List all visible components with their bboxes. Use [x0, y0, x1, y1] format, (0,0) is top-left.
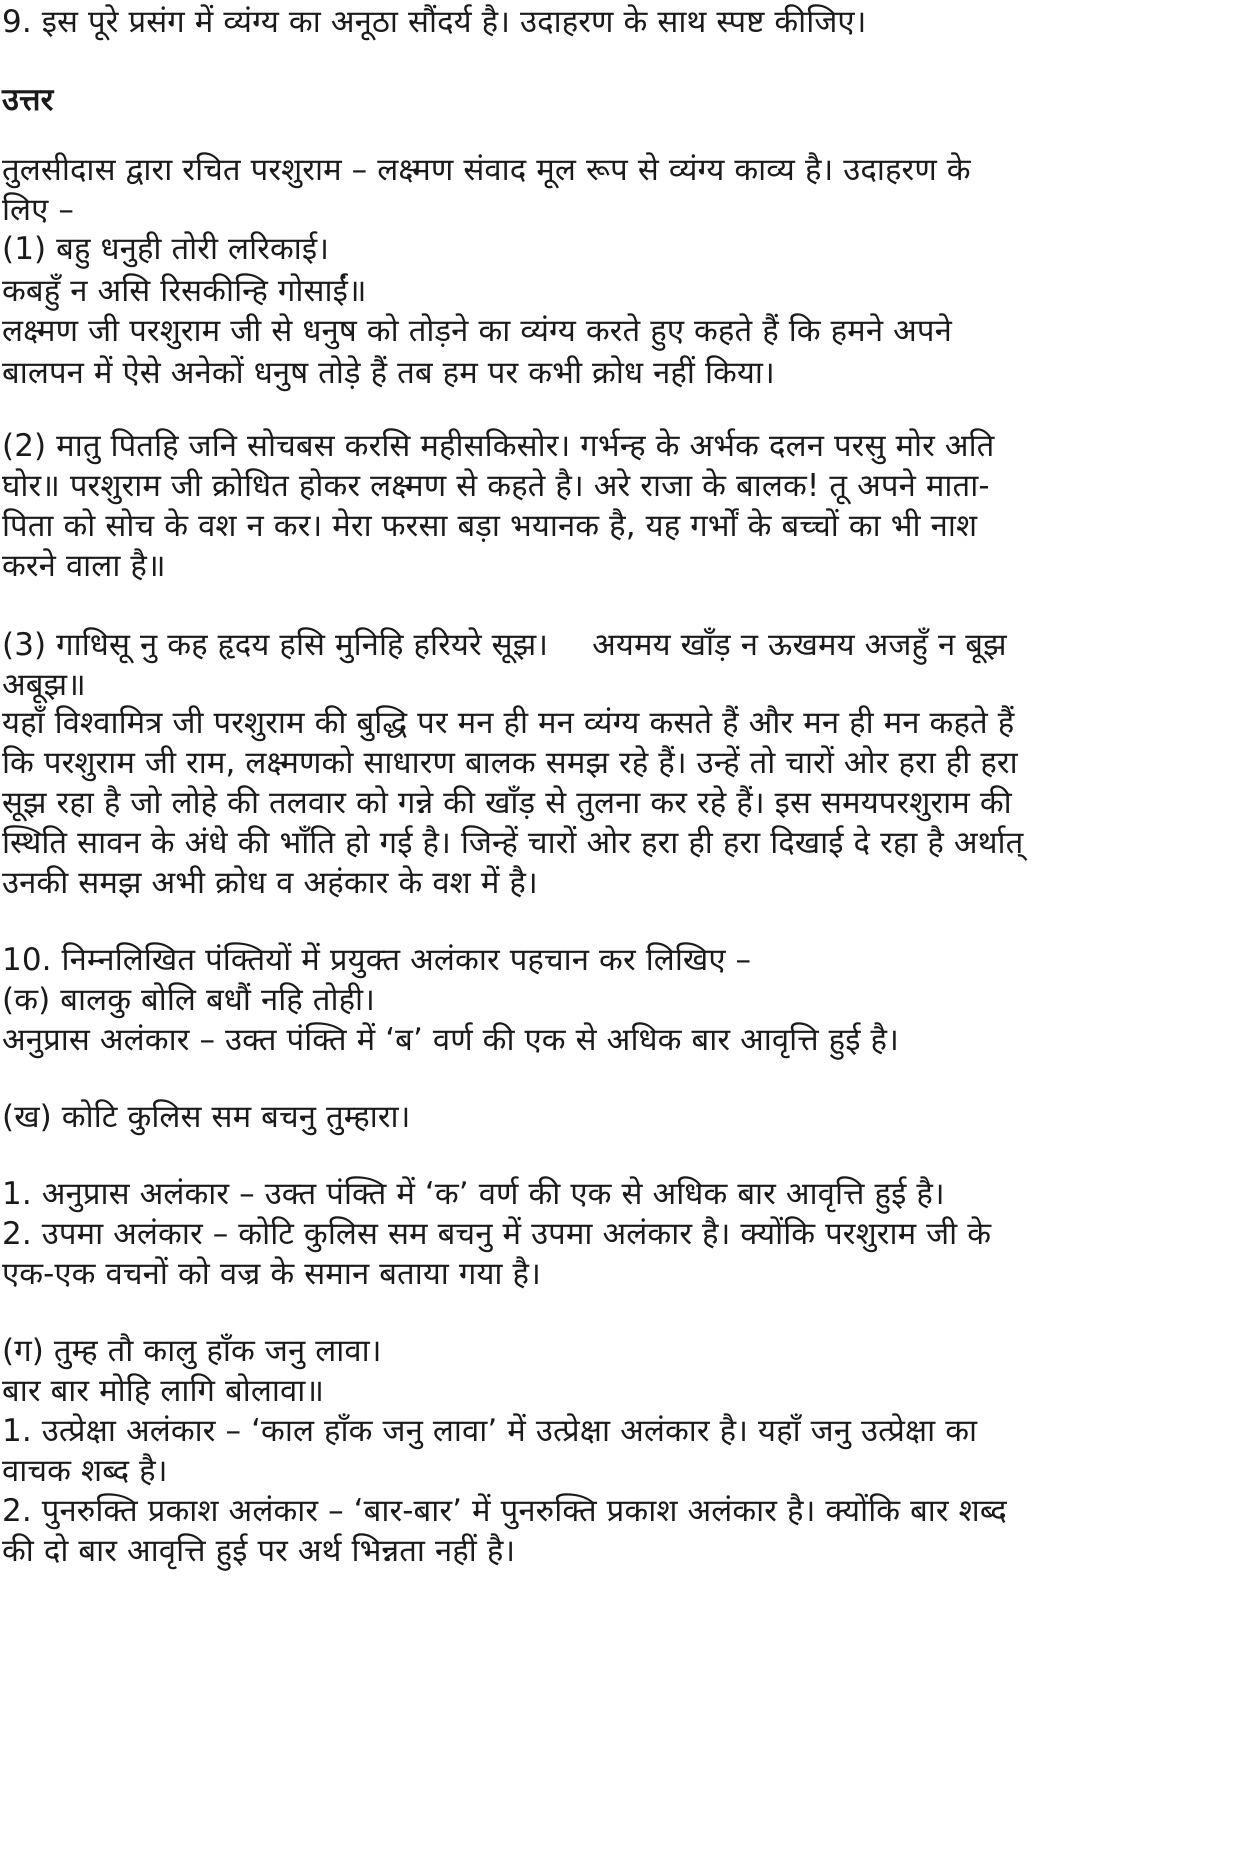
- example-3-explanation-4: स्थिति सावन के अंधे की भाँति हो गई है। जिन्हें चारों ओर हरा ही हरा दिखाई दे रहा है अर्थात्: [2, 825, 1024, 861]
- example-2-line-1: (2) मातु पितहि जनि सोचबस करसि महीसकिसोर। गर्भन्ह के अर्भक दलन परसु मोर अति: [2, 428, 995, 464]
- example-3-verse: [2, 625, 1007, 665]
- example-1-verse-2: कबहुँ न असि रिसकीन्हि गोसाईं॥: [2, 273, 367, 309]
- example-3-explanation-1: यहाँ विश्वामित्र जी परशुराम की बुद्धि पर मन ही मन व्यंग्य कसते हैं और मन ही मन कहते हैं: [2, 705, 1015, 741]
- intro-line-1: तुलसीदास द्वारा रचित परशुराम – लक्ष्मण संवाद मूल रूप से व्यंग्य काव्य है। उदाहरण के: [2, 152, 971, 188]
- part-kha-answer-2-line-1: 2. उपमा अलंकार – कोटि कुलिस सम बचनु में उपमा अलंकार है। क्योंकि परशुराम जी के: [2, 1216, 992, 1252]
- part-kha-answer-1: 1. अनुप्रास अलंकार – उक्त पंक्ति में ‘क’ वर्ण की एक से अधिक बार आवृत्ति हुई है।: [2, 1176, 945, 1212]
- example-3-explanation-5: उनकी समझ अभी क्रोध व अहंकार के वश में है।: [2, 865, 538, 901]
- example-3-explanation-3: सूझ रहा है जो लोहे की तलवार को गन्ने की खाँड़ से तुलना कर रहे हैं। इस समयपरशुराम की: [2, 785, 1012, 821]
- part-ga-answer-1-line-2: वाचक शब्द है।: [2, 1453, 168, 1489]
- part-kha-line: (ख) कोटि कुलिस सम बचनु तुम्हारा।: [2, 1099, 411, 1135]
- part-ga-line-2: बार बार मोहि लागि बोलावा॥: [2, 1373, 325, 1409]
- part-ka-answer: अनुप्रास अलंकार – उक्त पंक्ति में ‘ब’ वर्ण की एक से अधिक बार आवृत्ति हुई है।: [2, 1022, 899, 1058]
- example-2-line-2: घोर॥ परशुराम जी क्रोधित होकर लक्ष्मण से कहते है। अरे राजा के बालक! तू अपने माता-: [2, 468, 990, 504]
- example-3-verse-part-b: अयमय खाँड़ न ऊखमय अजहुँ न बूझ: [592, 627, 1007, 663]
- example-1-explanation-2: बालपन में ऐसे अनेकों धनुष तोड़े हैं तब हम पर कभी क्रोध नहीं किया।: [2, 355, 775, 391]
- answer-heading: उत्तर: [2, 82, 54, 118]
- example-3-verse-part-a: (3) गाधिसू नु कह हृदय हसि मुनिहि हरियरे सूझ।: [2, 627, 549, 663]
- question-9: 9. इस पूरे प्रसंग में व्यंग्य का अनूठा सौंदर्य है। उदाहरण के साथ स्पष्ट कीजिए।: [2, 4, 867, 40]
- example-1-verse-1: (1) बहु धनुही तोरी लरिकाई।: [2, 231, 330, 267]
- example-3-explanation-2: कि परशुराम जी राम, लक्ष्मणको साधारण बालक समझ रहे हैं। उन्हें तो चारों ओर हरा ही हरा: [2, 745, 1018, 781]
- part-ga-answer-2-line-2: की दो बार आवृत्ति हुई पर अर्थ भिन्नता नहीं है।: [2, 1533, 516, 1569]
- intro-line-2: लिए –: [2, 192, 74, 228]
- example-1-explanation-1: लक्ष्मण जी परशुराम जी से धनुष को तोड़ने का व्यंग्य करते हुए कहते हैं कि हमने अपने: [2, 313, 952, 349]
- example-2-line-4: करने वाला है॥: [2, 548, 166, 584]
- part-ga-answer-1-line-1: 1. उत्प्रेक्षा अलंकार – ‘काल हाँक जनु लावा’ में उत्प्रेक्षा अलंकार है। यहाँ जनु उत्प्रेक्षा का: [2, 1413, 978, 1449]
- part-ka-line: (क) बालकु बोलि बधौं नहि तोही।: [2, 982, 376, 1018]
- example-2-line-3: पिता को सोच के वश न कर। मेरा फरसा बड़ा भयानक है, यह गर्भों के बच्चों का भी नाश: [2, 508, 978, 544]
- question-10: 10. निम्नलिखित पंक्तियों में प्रयुक्त अलंकार पहचान कर लिखिए –: [2, 942, 752, 978]
- part-ga-answer-2-line-1: 2. पुनरुक्ति प्रकाश अलंकार – ‘बार-बार’ में पुनरुक्ति प्रकाश अलंकार है। क्योंकि बार शब्द: [2, 1493, 1007, 1529]
- part-ga-line-1: (ग) तुम्ह तौ कालु हाँक जनु लावा।: [2, 1333, 382, 1369]
- part-kha-answer-2-line-2: एक-एक वचनों को वज्र के समान बताया गया है।: [2, 1256, 541, 1292]
- example-3-verse-end: अबूझ॥: [2, 667, 86, 703]
